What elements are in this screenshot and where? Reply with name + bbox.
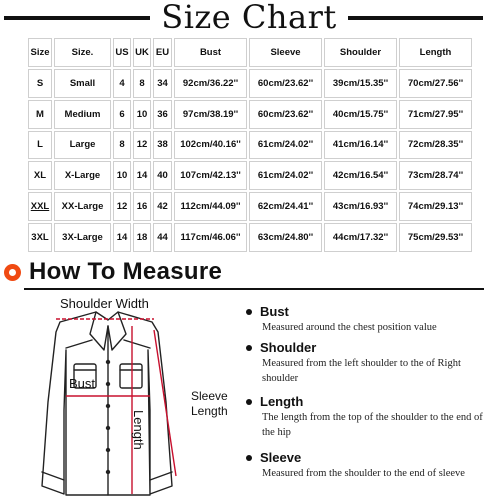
cell-size-name: Large	[54, 131, 111, 160]
cell-size-name: X-Large	[54, 161, 111, 190]
cell-bust: 112cm/44.09''	[174, 192, 247, 221]
table-row	[28, 161, 472, 190]
definition-name: Length	[260, 394, 304, 409]
length-label: Length	[131, 410, 146, 450]
table-row	[28, 192, 472, 221]
cell-bust: 117cm/46.06''	[174, 223, 247, 252]
shoulder-width-label: Shoulder Width	[60, 296, 149, 311]
title-rule-right	[348, 16, 483, 20]
cell-sleeve: 60cm/23.62''	[249, 69, 322, 98]
cell-eu: 40	[153, 161, 172, 190]
cell-bust: 92cm/36.22''	[174, 69, 247, 98]
header-length: Length	[399, 38, 472, 67]
definition-desc: Measured from the left shoulder to the of Right shoulder	[262, 358, 461, 384]
cell-us: 6	[113, 100, 131, 129]
size-chart-title-block	[0, 0, 487, 34]
cell-uk: 8	[133, 69, 151, 98]
definition-name: Bust	[260, 304, 289, 319]
bullet-icon	[246, 399, 252, 405]
definition-desc: The length from the top of the shoulder to the end of the hip	[262, 412, 483, 438]
table-row	[28, 100, 472, 129]
cell-uk: 10	[133, 100, 151, 129]
cell-eu: 44	[153, 223, 172, 252]
bust-label: Bust	[69, 376, 96, 391]
definition-desc: Measured from the shoulder to the end of sleeve	[262, 468, 465, 479]
header-shoulder: Shoulder	[324, 38, 397, 67]
cell-eu: 38	[153, 131, 172, 160]
cell-sleeve: 61cm/24.02''	[249, 161, 322, 190]
header-us: US	[113, 38, 131, 67]
cell-size: XL	[28, 161, 52, 190]
sleeve-label-line1: Sleeve	[191, 389, 228, 403]
cell-shoulder: 41cm/16.14''	[324, 131, 397, 160]
cell-size: L	[28, 131, 52, 160]
table-header-row	[28, 38, 472, 67]
cell-us: 10	[113, 161, 131, 190]
cell-sleeve: 62cm/24.41''	[249, 192, 322, 221]
definition-name: Sleeve	[260, 450, 302, 465]
size-table	[26, 36, 474, 254]
cell-shoulder: 42cm/16.54''	[324, 161, 397, 190]
definition-desc: Measured around the chest position value	[262, 322, 437, 333]
cell-bust: 97cm/38.19''	[174, 100, 247, 129]
cell-length: 73cm/28.74''	[399, 161, 472, 190]
table-row	[28, 69, 472, 98]
cell-uk: 18	[133, 223, 151, 252]
cell-size: XXL	[28, 192, 52, 221]
cell-us: 8	[113, 131, 131, 160]
cell-size-name: 3X-Large	[54, 223, 111, 252]
header-size-name: Size.	[54, 38, 111, 67]
cell-sleeve: 60cm/23.62''	[249, 100, 322, 129]
header-bust: Bust	[174, 38, 247, 67]
size-chart-title: Size Chart	[161, 0, 337, 36]
cell-size-name: XX-Large	[54, 192, 111, 221]
table-row	[28, 131, 472, 160]
cell-length: 74cm/29.13''	[399, 192, 472, 221]
header-eu: EU	[153, 38, 172, 67]
cell-bust: 102cm/40.16''	[174, 131, 247, 160]
cell-size: 3XL	[28, 223, 52, 252]
cell-shoulder: 44cm/17.32''	[324, 223, 397, 252]
cell-us: 4	[113, 69, 131, 98]
cell-eu: 36	[153, 100, 172, 129]
cell-length: 72cm/28.35''	[399, 131, 472, 160]
how-to-measure-title: How To Measure	[29, 258, 223, 285]
cell-eu: 42	[153, 192, 172, 221]
orange-ring-icon	[4, 264, 21, 281]
header-sleeve: Sleeve	[249, 38, 322, 67]
cell-size: S	[28, 69, 52, 98]
bullet-icon	[246, 309, 252, 315]
bullet-icon	[246, 455, 252, 461]
cell-length: 75cm/29.53''	[399, 223, 472, 252]
cell-sleeve: 63cm/24.80''	[249, 223, 322, 252]
cell-length: 70cm/27.56''	[399, 69, 472, 98]
cell-shoulder: 43cm/16.93''	[324, 192, 397, 221]
cell-uk: 12	[133, 131, 151, 160]
header-uk: UK	[133, 38, 151, 67]
cell-size: M	[28, 100, 52, 129]
cell-uk: 16	[133, 192, 151, 221]
cell-us: 14	[113, 223, 131, 252]
sleeve-label-line2: Length	[191, 404, 228, 418]
cell-size-name: Medium	[54, 100, 111, 129]
bullet-icon	[246, 345, 252, 351]
cell-us: 12	[113, 192, 131, 221]
cell-length: 71cm/27.95''	[399, 100, 472, 129]
header-size: Size	[28, 38, 52, 67]
title-rule-left	[4, 16, 150, 20]
cell-sleeve: 61cm/24.02''	[249, 131, 322, 160]
cell-eu: 34	[153, 69, 172, 98]
cell-bust: 107cm/42.13''	[174, 161, 247, 190]
sleeve-length-label	[191, 389, 228, 419]
cell-shoulder: 39cm/15.35''	[324, 69, 397, 98]
definition-name: Shoulder	[260, 340, 317, 355]
cell-size-name: Small	[54, 69, 111, 98]
shirt-diagram	[0, 290, 240, 500]
table-row	[28, 223, 472, 252]
cell-uk: 14	[133, 161, 151, 190]
cell-shoulder: 40cm/15.75''	[324, 100, 397, 129]
